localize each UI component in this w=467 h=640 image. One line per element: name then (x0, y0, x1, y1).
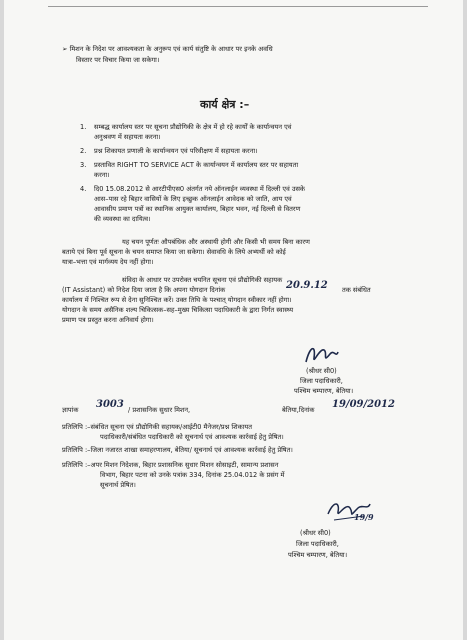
memo-number-handwritten: 3003 (96, 399, 124, 410)
para1-line: यह चयन पूर्णतः औपबंधिक और अस्थायी होगी और किसी भी समय बिना कारण (122, 238, 310, 246)
intro-line-1: ➢ मिशन के निदेश पर आवश्यकता के अनुरूप एवं कार्य संतुष्टि के आधार पर इनके अवधि (62, 45, 273, 53)
document-page (4, 0, 463, 640)
para2-line: तक संबंधित (342, 286, 371, 294)
copy-line: प्रतिलिपि :–संबंधित सूचना एवं प्रौद्योगिकी सहायक/आईटी0 मैनेजर/प्रश्न शिकायत (62, 423, 252, 431)
signatory-designation: जिला पदाधिकारी, (300, 377, 343, 385)
duty-line: अनुश्रवण में सहायता करना। (94, 133, 161, 141)
top-rule (48, 6, 428, 7)
copy-line: पदाधिकारी/संबंधित पदाधिकारी को सूचनार्थ एवं आवश्यक कार्रवाई हेतु प्रेषित। (100, 433, 284, 441)
para1-line: बताये एवं बिना पूर्व सूचना के चयन समाप्त किया जा सकेगा। सेवावधि के लिये अभ्यर्थी को कोई (62, 248, 286, 256)
memo-place-date-label: बेतिया,दिनांक (282, 406, 315, 414)
signatory-name: (श्रीधर सी0) (300, 529, 331, 537)
duty-line: प्रस्तावित RIGHT TO SERVICE ACT के कार्यान्वयन में कार्यालय स्तर पर सहायता (94, 161, 299, 169)
para2-line: प्रमाण पत्र प्रस्तुत करना अनिवार्य होगा। (62, 316, 154, 324)
copy-line: विभाग, बिहार पटना को उनके पत्रांक 334, दिनांक 25.04.012 के प्रसंग में (100, 471, 285, 479)
duty-line: करना। (94, 171, 110, 179)
memo-prefix: ज्ञापांक (62, 406, 79, 414)
duty-line: दि0 15.08.2012 से आरटीपीएस0 अंतर्गत नये ऑनलाईन व्यवस्था में दिल्ली एवं उसके (94, 185, 305, 193)
duty-line: सम्बद्ध कार्यालय स्तर पर सूचना प्रौद्योगिकी के क्षेत्र में हो रहे कार्यों के कार्यान्वयन एवं (94, 123, 292, 131)
duty-number: 4. (80, 185, 87, 193)
memo-department: / प्रशासनिक सुधार मिशन, (128, 406, 191, 414)
page-heading: कार्य क्षेत्र :– (200, 98, 250, 111)
duty-number: 3. (80, 161, 87, 169)
para2-line: (IT Assistant) को निदेश दिया जाता है कि अपना योगदान दिनांक (62, 286, 226, 294)
duty-number: 2. (80, 147, 87, 155)
signatory-designation: जिला पदाधिकारी, (296, 540, 339, 548)
intro-line-2: विस्तार पर विचार किया जा सकेगा। (76, 56, 160, 64)
para2-line: संविदा के आधार पर उपरोक्त चयनित सूचना एवं प्रौद्योगिकी सहायक (122, 276, 283, 284)
joining-date-handwritten: 20.9.12 (286, 280, 328, 291)
signature-date-scrawl: 19/9 (354, 512, 374, 522)
para2-line: योगदान के समय असैनिक शल्य चिकित्सक–सह–मुख्य चिकित्सा पदाधिकारी के द्वारा निर्गत स्वास्थ्य (62, 306, 294, 314)
duty-line: की व्यवस्था का दायित्व। (94, 215, 151, 223)
signatory-district: पश्चिम चम्पारण, बेतिया। (294, 387, 354, 395)
copy-line: प्रतिलिपि :–अपर मिशन निदेशक, बिहार प्रशासनिक सुधार मिशन सोसाइटी, सामान्य प्रशासन (62, 461, 279, 469)
para2-line: कार्यालय में निश्चित रूप से देना सुनिश्चित करें। उक्त तिथि के पश्चात् योगदान स्वीकार नहीं होगा। (62, 296, 292, 304)
copy-line: प्रतिलिपि :–जिला नजारत शाखा समाहरणालय, बेतिया/ सूचनार्थ एवं आवश्यक कार्रवाई हेतु प्रेषित। (62, 446, 293, 454)
para1-line: यात्रा–भत्ता एवं मार्गव्यय देय नहीं होगा। (62, 258, 154, 266)
signatory-district: पश्चिम चम्पारण, बेतिया। (288, 551, 348, 559)
duty-line: प्रश्न शिकायत प्रणाली के कार्यान्वयन एवं परिवीक्षण में सहायता करना। (94, 147, 258, 155)
copy-line: सूचनार्थ प्रेषित। (100, 481, 136, 489)
signatory-name: (श्रीधर सी0) (306, 367, 337, 375)
memo-date-handwritten: 19/09/2012 (332, 399, 395, 410)
duty-line: आवासीय प्रमाण पत्रों का स्थानिक आयुक्त कार्यालय, बिहार भवन, नई दिल्ली से वितरण (94, 205, 301, 213)
duty-number: 1. (80, 123, 87, 131)
duty-line: आस–पास रहे बिहार वासियों के लिए इच्छुक ऑनलाईन आवेदक को जाति, आय एवं (94, 195, 292, 203)
